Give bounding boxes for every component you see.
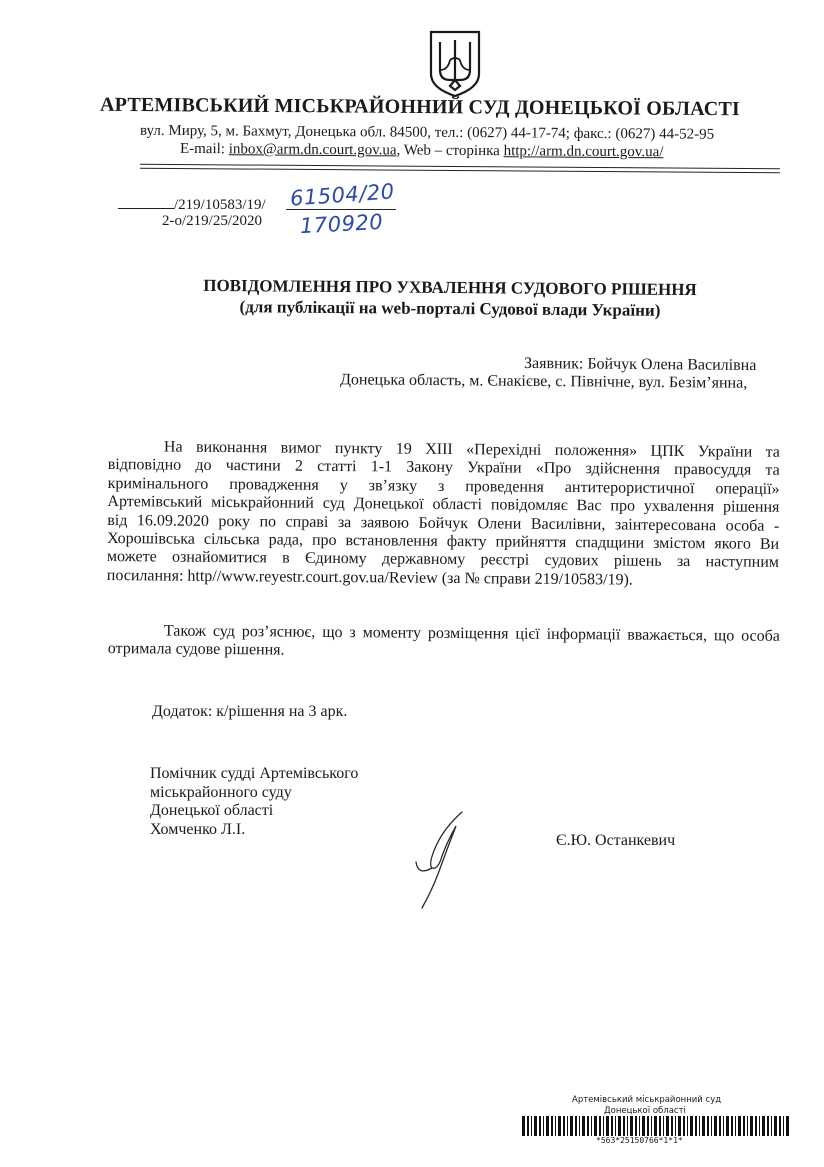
barcode-bar [723, 1116, 724, 1136]
barcode-icon [522, 1116, 790, 1136]
barcode-bar [534, 1116, 537, 1136]
barcode-bar [531, 1116, 532, 1136]
barcode-bar [666, 1116, 669, 1136]
paragraph-line: Хорошівська сільська рада, про встановлення факту прийняття спадщини змістом якого Ви [107, 529, 780, 553]
barcode-bar [606, 1116, 609, 1136]
paragraph-line: На виконання вимог пункту 19 XIII «Перехідні положення» ЦПК України та [163, 438, 780, 461]
barcode-bar [678, 1116, 681, 1136]
barcode-bar [615, 1116, 616, 1136]
barcode-bar [755, 1116, 757, 1136]
barcode-number: *563*25150766*1*1* [596, 1136, 683, 1145]
signature-line: міськрайонного суду [150, 783, 292, 801]
signatory-name: Є.Ю. Останкевич [556, 832, 676, 849]
notice-paragraph [107, 438, 780, 591]
barcode-bar [647, 1116, 649, 1136]
clarification-paragraph [108, 622, 780, 665]
handwritten-signature [398, 806, 478, 916]
barcode-bar [690, 1116, 693, 1136]
barcode-bar [683, 1116, 685, 1136]
barcode-bar [618, 1116, 621, 1136]
barcode-bar [599, 1116, 601, 1136]
email-link[interactable]: inbox@arm.dn.court.gov.ua [228, 141, 397, 159]
barcode-bar [786, 1116, 789, 1136]
barcode-bar [750, 1116, 753, 1136]
barcode-bar [603, 1116, 604, 1136]
paragraph-line: можете ознайомитися в Єдиному державному реєстрі судових рішень за наступним [106, 548, 780, 572]
barcode-bar [747, 1116, 748, 1136]
attachment-note: Додаток: к/рішення на 3 арк. [152, 703, 348, 720]
barcode-bar [551, 1116, 553, 1136]
barcode-bar [539, 1116, 541, 1136]
barcode-bar [659, 1116, 661, 1136]
barcode-bar [719, 1116, 721, 1136]
barcode-bar [582, 1116, 585, 1136]
barcode-bar [771, 1116, 772, 1136]
barcode-bar [702, 1116, 705, 1136]
barcode-bar [555, 1116, 556, 1136]
barcode-bar [779, 1116, 781, 1136]
barcode-bar [714, 1116, 717, 1136]
barcode-bar [651, 1116, 652, 1136]
paragraph-line: відповідно до частини 2 статті 1-1 Закону України «Про здійснення правосуддя та [107, 456, 780, 480]
barcode-bar [695, 1116, 697, 1136]
barcode-bar [663, 1116, 664, 1136]
barcode-bar [579, 1116, 580, 1136]
document-subtitle: (для публікації на web-порталі Судової влади України) [239, 297, 661, 320]
barcode-bar [783, 1116, 784, 1136]
paragraph-line: посилання: http//www.reyestr.court.gov.ua/Review (за № справи 219/10583/19). [106, 566, 633, 589]
barcode-bar [731, 1116, 733, 1136]
barcode-bar [642, 1116, 645, 1136]
barcode-bar [671, 1116, 673, 1136]
barcode-bar [543, 1116, 544, 1136]
barcode-bar [726, 1116, 729, 1136]
barcode-bar [522, 1116, 525, 1136]
signature-line: Хомченко Л.І. [150, 820, 246, 838]
document-title: ПОВІДОМЛЕННЯ ПРО УХВАЛЕННЯ СУДОВОГО РІШЕННЯ [203, 275, 697, 300]
reference-number-text: /219/10583/19/ [174, 197, 266, 213]
reference-number [118, 196, 266, 214]
handwritten-outgoing-number: 61504/20 [289, 179, 396, 211]
barcode-bar [591, 1116, 592, 1136]
barcode-bar [627, 1116, 628, 1136]
stamp-court-name: Артемівський міськрайонний суд [572, 1095, 722, 1105]
web-label: , Web – сторінка [396, 142, 504, 160]
barcode-bar [587, 1116, 589, 1136]
court-name: АРТЕМІВСЬКИЙ МІСЬКРАЙОННИЙ СУД ДОНЕЦЬКОЇ ОБЛАСТІ [99, 93, 741, 121]
barcode-bar [567, 1116, 568, 1136]
paragraph-line: Артемівський міськрайонний суд Донецької області повідомляє Вас про ухвалення рішення [107, 493, 780, 517]
header-divider-thin [140, 168, 780, 173]
barcode-bar [558, 1116, 561, 1136]
barcode-bar [594, 1116, 597, 1136]
barcode-bar [774, 1116, 777, 1136]
applicant-name: Заявник: Бойчук Олена Василівна [523, 354, 757, 375]
paragraph-line: отримала судове рішення. [107, 640, 285, 659]
barcode-bar [570, 1116, 573, 1136]
barcode-bar [711, 1116, 712, 1136]
coat-of-arms-icon [428, 30, 482, 98]
barcode-bar [575, 1116, 577, 1136]
barcode-bar [611, 1116, 613, 1136]
barcode-bar [735, 1116, 736, 1136]
barcode-bar [759, 1116, 760, 1136]
case-number: 2-о/219/25/2020 [162, 213, 262, 229]
applicant-address: Донецька область, м. Єнакієве, с. Північне, вул. Безім’янна, [339, 371, 748, 392]
web-link[interactable]: http://arm.dn.court.gov.ua/ [503, 143, 664, 161]
barcode-bar [707, 1116, 709, 1136]
paragraph-line: кримінального провадження у зв’язку з проведення антитерористичної операції» [107, 474, 780, 498]
barcode-bar [767, 1116, 769, 1136]
stamp-region: Донецької області [604, 1106, 686, 1116]
barcode-bar [527, 1116, 529, 1136]
email-label: E-mail: [179, 140, 229, 158]
barcode-bar [639, 1116, 640, 1136]
barcode-bar [635, 1116, 637, 1136]
barcode-bar [687, 1116, 688, 1136]
handwritten-date: 170920 [299, 209, 384, 239]
barcode-bar [675, 1116, 676, 1136]
court-contacts [180, 141, 780, 162]
signature-line: Донецької області [150, 802, 274, 819]
paragraph-line: Також суд роз’яснює, що з моменту розміщення цієї інформації вважається, що особа [163, 622, 780, 645]
barcode-bar [546, 1116, 549, 1136]
barcode-bar [563, 1116, 565, 1136]
barcode-bar [630, 1116, 633, 1136]
barcode-bar [738, 1116, 741, 1136]
signature-line: Помічник судді Артемівського [150, 765, 359, 782]
court-address: вул. Миру, 5, м. Бахмут, Донецька обл. 84500, тел.: (0627) 44-17-74; факс.: (0627) 44-52-95 [139, 122, 715, 143]
barcode-bar [762, 1116, 765, 1136]
barcode-bar [623, 1116, 625, 1136]
paragraph-line: від 16.09.2020 року по справі за заявою Бойчук Олени Василівни, заінтересована особа - [107, 511, 780, 535]
barcode-bar [699, 1116, 700, 1136]
barcode-bar [743, 1116, 745, 1136]
barcode-bar [654, 1116, 657, 1136]
reference-blank [118, 196, 174, 209]
assistant-signature-block [150, 765, 358, 839]
